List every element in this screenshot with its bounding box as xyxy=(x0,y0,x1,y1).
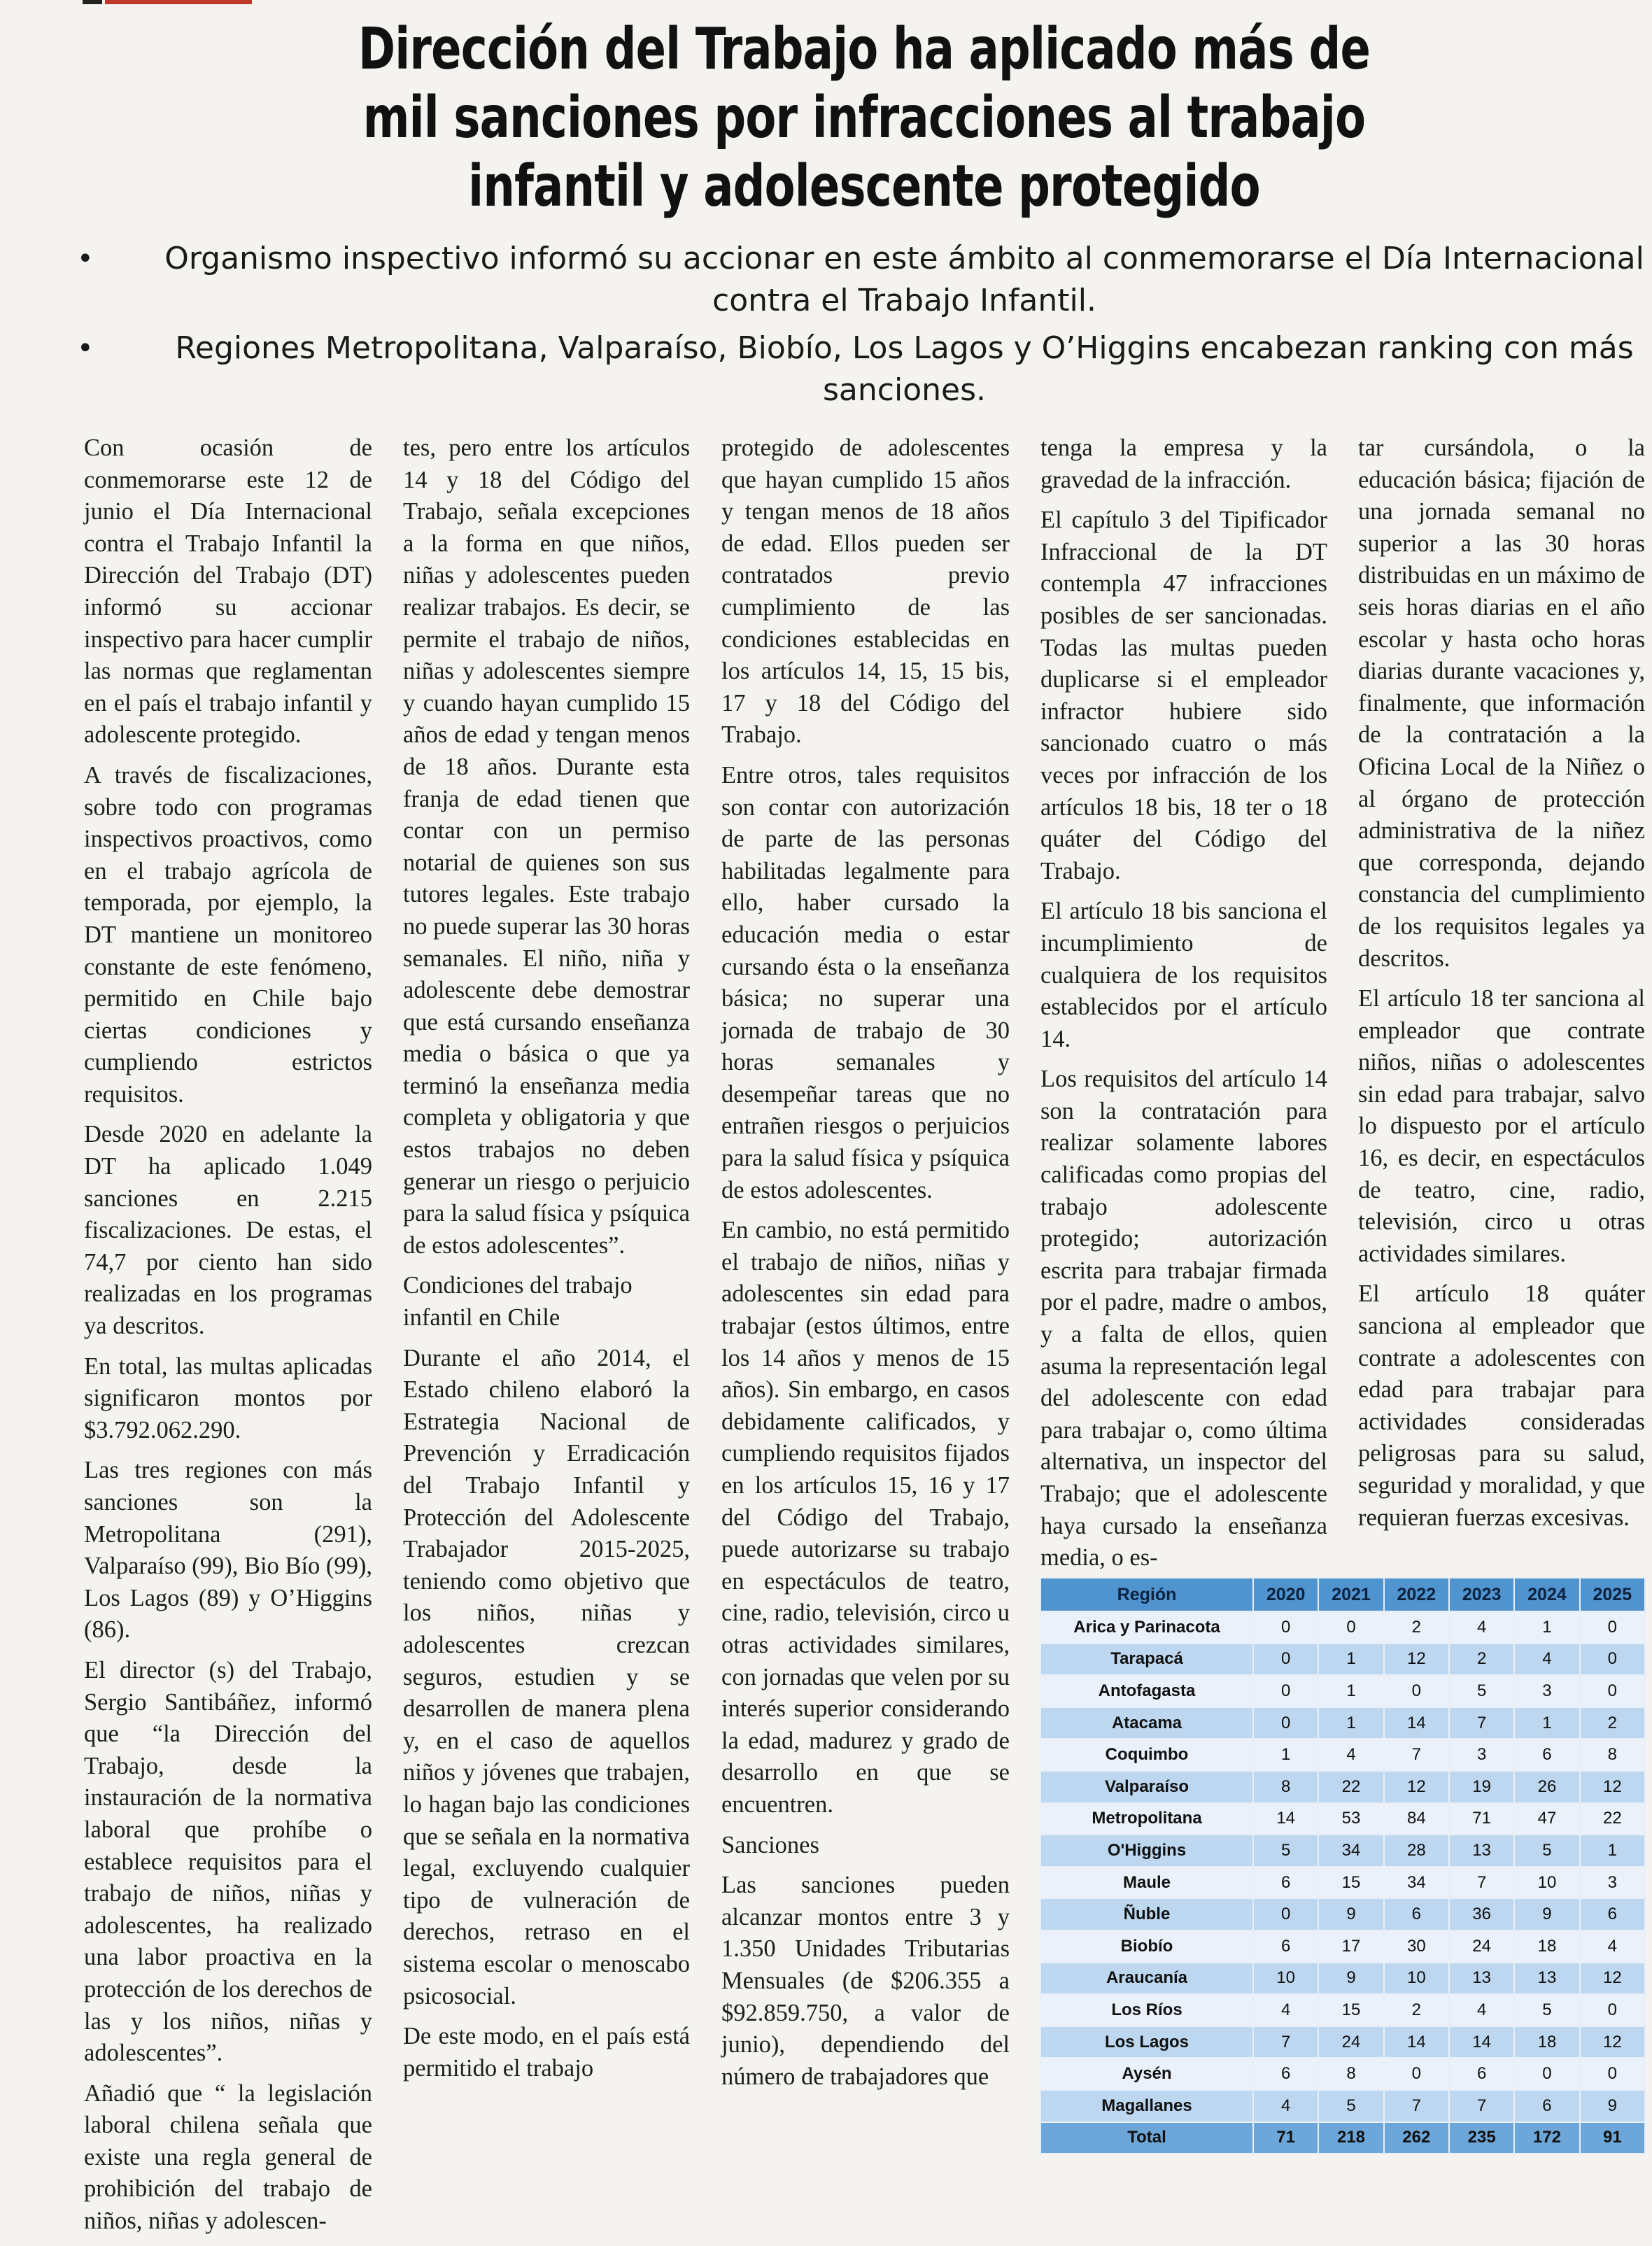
region-name-cell: O'Higgins xyxy=(1040,1835,1253,1867)
sanction-count-cell: 15 xyxy=(1318,1867,1383,1899)
sanction-count-cell: 0 xyxy=(1253,1707,1318,1739)
sanction-count-cell: 0 xyxy=(1318,1611,1383,1644)
subheading: Condiciones del trabajo infantil en Chile xyxy=(403,1272,633,1332)
sanction-count-cell: 13 xyxy=(1514,1963,1579,1995)
paragraph: tar cursándola, o la educación básica; fijación de una jornada semanal no superior a las 30 horas distribuidas en un máximo de seis horas diarias en el año escolar y hasta ocho horas diarias durante vacaciones y, finalmente, que información de la contratación a la Oficina Local de la Niñez o al órgano de protección administrativa de la niñez que corresponda, dejando constancia del cumplimiento de los requisitos legales ya descritos. xyxy=(1358,435,1645,972)
sanction-count-cell: 0 xyxy=(1514,2058,1579,2090)
summary-bullet xyxy=(77,327,1648,411)
paragraph: De este modo, en el país está permitido el trabajo xyxy=(403,2023,690,2082)
paragraph: En total, las multas aplicadas significaron montos por $3.792.062.290. xyxy=(84,1352,372,1443)
table-row xyxy=(1040,1963,1645,1995)
sanction-count-cell: 4 xyxy=(1580,1930,1645,1963)
sanction-count-cell: 1 xyxy=(1253,1739,1318,1771)
sanction-count-cell: 0 xyxy=(1253,1644,1318,1676)
sanction-count-cell: 2 xyxy=(1449,1644,1514,1676)
total-value-cell: 91 xyxy=(1580,2122,1645,2154)
sanction-count-cell: 4 xyxy=(1253,1994,1318,2026)
sanction-count-cell: 26 xyxy=(1514,1771,1579,1803)
region-name-cell: Los Ríos xyxy=(1040,1994,1253,2026)
sanction-count-cell: 24 xyxy=(1449,1930,1514,1963)
sanction-count-cell: 2 xyxy=(1384,1994,1449,2026)
sanction-count-cell: 0 xyxy=(1384,2058,1449,2090)
sanction-count-cell: 34 xyxy=(1384,1867,1449,1899)
sanction-count-cell: 7 xyxy=(1449,1867,1514,1899)
sanction-count-cell: 5 xyxy=(1318,2090,1383,2122)
paragraph: En cambio, no está permitido el trabajo de niños, niñas y adolescentes sin edad para trabajar (estos últimos, entre los 14 años y menos de 15 años). Sin embargo, en casos debidamente calificados, y cumpliendo requisitos fijados en los artículos 15, 16 y 17 del Código del Trabajo, puede autorizarse su trabajo en espectáculos de teatro, cine, radio, televisión, circo u otras actividades similares, con jornadas que velen por su interés superior considerando la edad, madurez y grado de desarrollo en que se encuentren. xyxy=(721,1217,1010,1818)
total-value-cell: 71 xyxy=(1253,2122,1318,2154)
table-row xyxy=(1040,2090,1645,2122)
sanction-count-cell: 6 xyxy=(1514,2090,1579,2122)
paragraph: Añadió que “ la legislación laboral chilena señala que existe una regla general de prohibición del trabajo de niños, niñas y adolescen- xyxy=(84,2079,372,2235)
sanction-count-cell: 0 xyxy=(1580,1994,1645,2026)
article-column-5 xyxy=(1358,432,1645,1542)
sanction-count-cell: 13 xyxy=(1449,1963,1514,1995)
sanction-count-cell: 14 xyxy=(1384,2026,1449,2058)
sanction-count-cell: 28 xyxy=(1384,1835,1449,1867)
sanction-count-cell: 1 xyxy=(1514,1707,1579,1739)
region-name-cell: Metropolitana xyxy=(1040,1803,1253,1835)
region-name-cell: Biobío xyxy=(1040,1930,1253,1963)
table-row xyxy=(1040,2058,1645,2090)
total-value-cell: 218 xyxy=(1318,2122,1383,2154)
paragraph: protegido de adolescentes que hayan cumplido 15 años y tengan menos de 18 años de edad. Ellos pueden ser contratados previo cumplimiento de las condiciones establecidas en los artículos 14, 15, 15 bis, 17 y 18 del Código del Trabajo. xyxy=(721,435,1010,749)
region-name-cell: Atacama xyxy=(1040,1707,1253,1739)
sanction-count-cell: 10 xyxy=(1253,1963,1318,1995)
sanction-count-cell: 30 xyxy=(1384,1930,1449,1963)
sanction-count-cell: 14 xyxy=(1253,1803,1318,1835)
table-row xyxy=(1040,1707,1645,1739)
sanction-count-cell: 5 xyxy=(1514,1994,1579,2026)
table-row xyxy=(1040,1675,1645,1707)
sanction-count-cell: 4 xyxy=(1449,1994,1514,2026)
sanction-count-cell: 1 xyxy=(1580,1835,1645,1867)
sanction-count-cell: 9 xyxy=(1580,2090,1645,2122)
paragraph: El capítulo 3 del Tipificador Infraccional de la DT contempla 47 infracciones posibles de ser sancionadas. Todas las multas pueden duplicarse si el empleador infractor hubiere sido sancionado cuatro o más veces por infracción de los artículos 18 bis, 18 ter o 18 quáter del Código del Trabajo. xyxy=(1040,507,1327,884)
sanction-count-cell: 7 xyxy=(1384,2090,1449,2122)
paragraph: A través de fiscalizaciones, sobre todo con programas inspectivos proactivos, como en el trabajo agrícola de temporada, por ejemplo, la DT mantiene un monitoreo constante de este fenómeno, permitido en Chile bajo ciertas condiciones y cumpliendo estrictos requisitos. xyxy=(84,761,372,1108)
table-row xyxy=(1040,1835,1645,1867)
sanction-count-cell: 1 xyxy=(1514,1611,1579,1644)
paragraph: Durante el año 2014, el Estado chileno elaboró la Estrategia Nacional de Prevención y Erradicación del Trabajo Infantil y Protección del Adolescente Trabajador 2015-2025, teniendo como objetivo que los niños, niñas y adolescentes crezcan seguros, estudien y se desarrollen de manera plena y, en el caso de aquellos niños y jóvenes que trabajen, lo hagan bajo las condiciones que se señala en la normativa legal, excluyendo cualquier tipo de vulneración de derechos, retraso en el sistema escolar o menoscabo psicosocial. xyxy=(403,1344,690,2010)
sanction-count-cell: 5 xyxy=(1253,1835,1318,1867)
header-region: Región xyxy=(1040,1578,1253,1611)
bullet-icon: • xyxy=(77,243,94,275)
paragraph: Desde 2020 en adelante la DT ha aplicado 1.049 sanciones en 2.215 fiscalizaciones. De estas, el 74,7 por ciento han sido realizadas en los programas ya descritos. xyxy=(84,1121,372,1340)
sanction-count-cell: 6 xyxy=(1384,1898,1449,1930)
header-year: 2023 xyxy=(1449,1578,1514,1611)
sanction-count-cell: 6 xyxy=(1514,1739,1579,1771)
top-rule-black xyxy=(83,0,102,4)
article-column-2 xyxy=(403,432,690,2093)
sanction-count-cell: 19 xyxy=(1449,1771,1514,1803)
sanction-count-cell: 47 xyxy=(1514,1803,1579,1835)
sanction-count-cell: 9 xyxy=(1514,1898,1579,1930)
sanction-count-cell: 2 xyxy=(1580,1707,1645,1739)
sanction-count-cell: 10 xyxy=(1514,1867,1579,1899)
sanction-count-cell: 10 xyxy=(1384,1963,1449,1995)
table-row xyxy=(1040,1930,1645,1963)
sanction-count-cell: 5 xyxy=(1449,1675,1514,1707)
table-row xyxy=(1040,1739,1645,1771)
summary-bullets xyxy=(77,238,1648,417)
sanction-count-cell: 1 xyxy=(1318,1675,1383,1707)
region-name-cell: Aysén xyxy=(1040,2058,1253,2090)
sanction-count-cell: 8 xyxy=(1318,2058,1383,2090)
sanction-count-cell: 1 xyxy=(1318,1644,1383,1676)
sanction-count-cell: 3 xyxy=(1580,1867,1645,1899)
sanction-count-cell: 4 xyxy=(1514,1644,1579,1676)
table-row xyxy=(1040,2026,1645,2058)
sanction-count-cell: 0 xyxy=(1253,1675,1318,1707)
sanction-count-cell: 12 xyxy=(1580,1963,1645,1995)
sanction-count-cell: 4 xyxy=(1253,2090,1318,2122)
region-name-cell: Maule xyxy=(1040,1867,1253,1899)
article-column-3 xyxy=(721,432,1010,2101)
article-column-4 xyxy=(1040,432,1327,1583)
subheading: Sanciones xyxy=(721,1831,819,1858)
sanction-count-cell: 71 xyxy=(1449,1803,1514,1835)
sanction-count-cell: 8 xyxy=(1253,1771,1318,1803)
sanction-count-cell: 0 xyxy=(1580,1611,1645,1644)
sanction-count-cell: 5 xyxy=(1514,1835,1579,1867)
region-name-cell: Tarapacá xyxy=(1040,1644,1253,1676)
region-name-cell: Los Lagos xyxy=(1040,2026,1253,2058)
table-row xyxy=(1040,1644,1645,1676)
sanction-count-cell: 13 xyxy=(1449,1835,1514,1867)
headline-line: Dirección del Trabajo ha aplicado más de xyxy=(358,16,1371,83)
header-year: 2025 xyxy=(1580,1578,1645,1611)
paragraph: Las tres regiones con más sanciones son la Metropolitana (291), Valparaíso (99), Bio Bío (99), Los Lagos (89) y O’Higgins (86). xyxy=(84,1457,373,1644)
sanction-count-cell: 3 xyxy=(1514,1675,1579,1707)
paragraph: tenga la empresa y la gravedad de la infracción. xyxy=(1040,435,1327,493)
sanction-count-cell: 18 xyxy=(1514,1930,1579,1963)
header-year: 2024 xyxy=(1514,1578,1579,1611)
paragraph: Entre otros, tales requisitos son contar con autorización de parte de las personas habilitadas legalmente para ello, haber cursado la educación media o estar cursando ésta o la enseñanza básica; no superar una jornada de trabajo de 30 horas semanales y desempeñar tareas que no entrañen riesgos o perjuicios para la salud física y psíquica de estos adolescentes. xyxy=(721,761,1010,1203)
region-name-cell: Arica y Parinacota xyxy=(1040,1611,1253,1644)
bullet-icon: • xyxy=(77,332,94,365)
sanction-count-cell: 12 xyxy=(1384,1771,1449,1803)
table-header-row xyxy=(1040,1578,1645,1611)
sanction-count-cell: 7 xyxy=(1449,2090,1514,2122)
total-label-cell: Total xyxy=(1040,2122,1253,2154)
sanctions-table xyxy=(1040,1577,1646,2154)
sanction-count-cell: 17 xyxy=(1318,1930,1383,1963)
sanction-count-cell: 6 xyxy=(1449,2058,1514,2090)
region-name-cell: Valparaíso xyxy=(1040,1771,1253,1803)
paragraph: El artículo 18 bis sanciona el incumplimiento de cualquiera de los requisitos establecidos por el artículo 14. xyxy=(1040,898,1327,1052)
table-total-row xyxy=(1040,2122,1645,2154)
region-name-cell: Antofagasta xyxy=(1040,1675,1253,1707)
region-name-cell: Magallanes xyxy=(1040,2090,1253,2122)
headline-line: infantil y adolescente protegido xyxy=(468,153,1260,220)
sanction-count-cell: 4 xyxy=(1449,1611,1514,1644)
sanction-count-cell: 24 xyxy=(1318,2026,1383,2058)
sanction-count-cell: 2 xyxy=(1384,1611,1449,1644)
sanction-count-cell: 0 xyxy=(1253,1611,1318,1644)
table-row xyxy=(1040,1994,1645,2026)
sanction-count-cell: 18 xyxy=(1514,2026,1579,2058)
table-row xyxy=(1040,1771,1645,1803)
sanction-count-cell: 0 xyxy=(1580,1644,1645,1676)
sanction-count-cell: 12 xyxy=(1384,1644,1449,1676)
sanction-count-cell: 7 xyxy=(1253,2026,1318,2058)
sanction-count-cell: 12 xyxy=(1580,2026,1645,2058)
bullet-text: Organismo inspectivo informó su accionar en este ámbito al conmemorarse el Día Internacional contra el Trabajo Infantil. xyxy=(164,241,1644,318)
sanction-count-cell: 6 xyxy=(1253,1867,1318,1899)
sanction-count-cell: 1 xyxy=(1318,1707,1383,1739)
headline-line: mil sanciones por infracciones al trabajo xyxy=(362,85,1366,151)
sanction-count-cell: 9 xyxy=(1318,1963,1383,1995)
bullet-text: Regiones Metropolitana, Valparaíso, Biobío, Los Lagos y O’Higgins encabezan ranking con más sanciones. xyxy=(175,330,1634,408)
sanction-count-cell: 0 xyxy=(1580,1675,1645,1707)
sanction-count-cell: 14 xyxy=(1384,1707,1449,1739)
paragraph: Las sanciones pueden alcanzar montos entre 3 y 1.350 Unidades Tributarias Mensuales (de $206.355 a $92.859.750, a valor de junio), dependiendo del número de trabajadores que xyxy=(721,1872,1010,2090)
table-row xyxy=(1040,1867,1645,1899)
total-value-cell: 235 xyxy=(1449,2122,1514,2154)
paragraph: Con ocasión de conmemorarse este 12 de junio el Día Internacional contra el Trabajo Infantil la Dirección del Trabajo (DT) informó su accionar inspectivo para hacer cumplir las normas que reglamentan en el país el trabajo infantil y adolescente protegido. xyxy=(84,435,372,749)
sanction-count-cell: 22 xyxy=(1580,1803,1645,1835)
top-rule-red xyxy=(105,0,252,4)
total-value-cell: 262 xyxy=(1384,2122,1449,2154)
summary-bullet xyxy=(77,238,1648,322)
headline xyxy=(250,15,1478,221)
sanction-count-cell: 84 xyxy=(1384,1803,1449,1835)
region-name-cell: Ñuble xyxy=(1040,1898,1253,1930)
sanction-count-cell: 7 xyxy=(1449,1707,1514,1739)
paragraph: El artículo 18 quáter sanciona al empleador que contrate a adolescentes con edad para trabajar para actividades consideradas peligrosas para su salud, seguridad y moralidad, y que requieran fuerzas excesivas. xyxy=(1358,1280,1645,1531)
sanction-count-cell: 9 xyxy=(1318,1898,1383,1930)
paragraph: El artículo 18 ter sanciona al empleador que contrate niños, niñas o adolescentes sin edad para trabajar, salvo lo dispuesto por el artículo 16, es decir, en espectáculos de teatro, cine, radio, televisión, circo u otras actividades similares. xyxy=(1358,985,1645,1267)
sanction-count-cell: 14 xyxy=(1449,2026,1514,2058)
sanction-count-cell: 15 xyxy=(1318,1994,1383,2026)
paragraph: Los requisitos del artículo 14 son la contratación para realizar solamente labores calificadas como propias del trabajo adolescente protegido; autorización escrita para trabajar firmada por el padre, madre o ambos, y a falta de ellos, quien asuma la representación legal del adolescente con edad para trabajar o, como última alternativa, un inspector del Trabajo; que el adolescente haya cursado la enseñanza media, o es- xyxy=(1040,1066,1327,1572)
header-year: 2020 xyxy=(1253,1578,1318,1611)
sanction-count-cell: 0 xyxy=(1384,1675,1449,1707)
header-year: 2021 xyxy=(1318,1578,1383,1611)
region-name-cell: Coquimbo xyxy=(1040,1739,1253,1771)
total-value-cell: 172 xyxy=(1514,2122,1579,2154)
sanction-count-cell: 8 xyxy=(1580,1739,1645,1771)
sanction-count-cell: 36 xyxy=(1449,1898,1514,1930)
region-name-cell: Araucanía xyxy=(1040,1963,1253,1995)
table-row xyxy=(1040,1803,1645,1835)
sanction-count-cell: 6 xyxy=(1253,1930,1318,1963)
paragraph: tes, pero entre los artículos 14 y 18 del Código del Trabajo, señala excepciones a la forma en que niños, niñas y adolescentes pueden realizar trabajos. Es decir, se permite el trabajo de niños, niñas y adolescentes siempre y cuando hayan cumplido 15 años de edad y tengan menos de 18 años. Durante esta franja de edad tienen que contar con un permiso notarial de quienes son sus tutores legales. Este trabajo no puede superar las 30 horas semanales. El niño, niña y adolescente debe demostrar que está cursando enseñanza media o básica o que ya terminó la enseñanza media completa y obligatoria y que estos trabajos no deben generar un riesgo o perjuicio para la salud física y psíquica de estos adolescentes”. xyxy=(403,435,690,1259)
article-column-1 xyxy=(84,432,372,2246)
sanction-count-cell: 34 xyxy=(1318,1835,1383,1867)
sanction-count-cell: 6 xyxy=(1580,1898,1645,1930)
header-year: 2022 xyxy=(1384,1578,1449,1611)
sanction-count-cell: 12 xyxy=(1580,1771,1645,1803)
sanction-count-cell: 4 xyxy=(1318,1739,1383,1771)
sanction-count-cell: 3 xyxy=(1449,1739,1514,1771)
sanction-count-cell: 0 xyxy=(1580,2058,1645,2090)
sanction-count-cell: 22 xyxy=(1318,1771,1383,1803)
sanction-count-cell: 6 xyxy=(1253,2058,1318,2090)
table-row xyxy=(1040,1611,1645,1644)
sanction-count-cell: 0 xyxy=(1253,1898,1318,1930)
sanction-count-cell: 7 xyxy=(1384,1739,1449,1771)
sanction-count-cell: 53 xyxy=(1318,1803,1383,1835)
paragraph: El director (s) del Trabajo, Sergio Santibáñez, informó que “la Dirección del Trabajo, desde la instauración de la normativa laboral que prohíbe o establece requisitos para el trabajo de niños, niñas y adolescentes, ha realizado una labor proactiva en la protección de los derechos de las y los niños, niñas y adolescentes”. xyxy=(84,1656,372,2067)
table-row xyxy=(1040,1898,1645,1930)
